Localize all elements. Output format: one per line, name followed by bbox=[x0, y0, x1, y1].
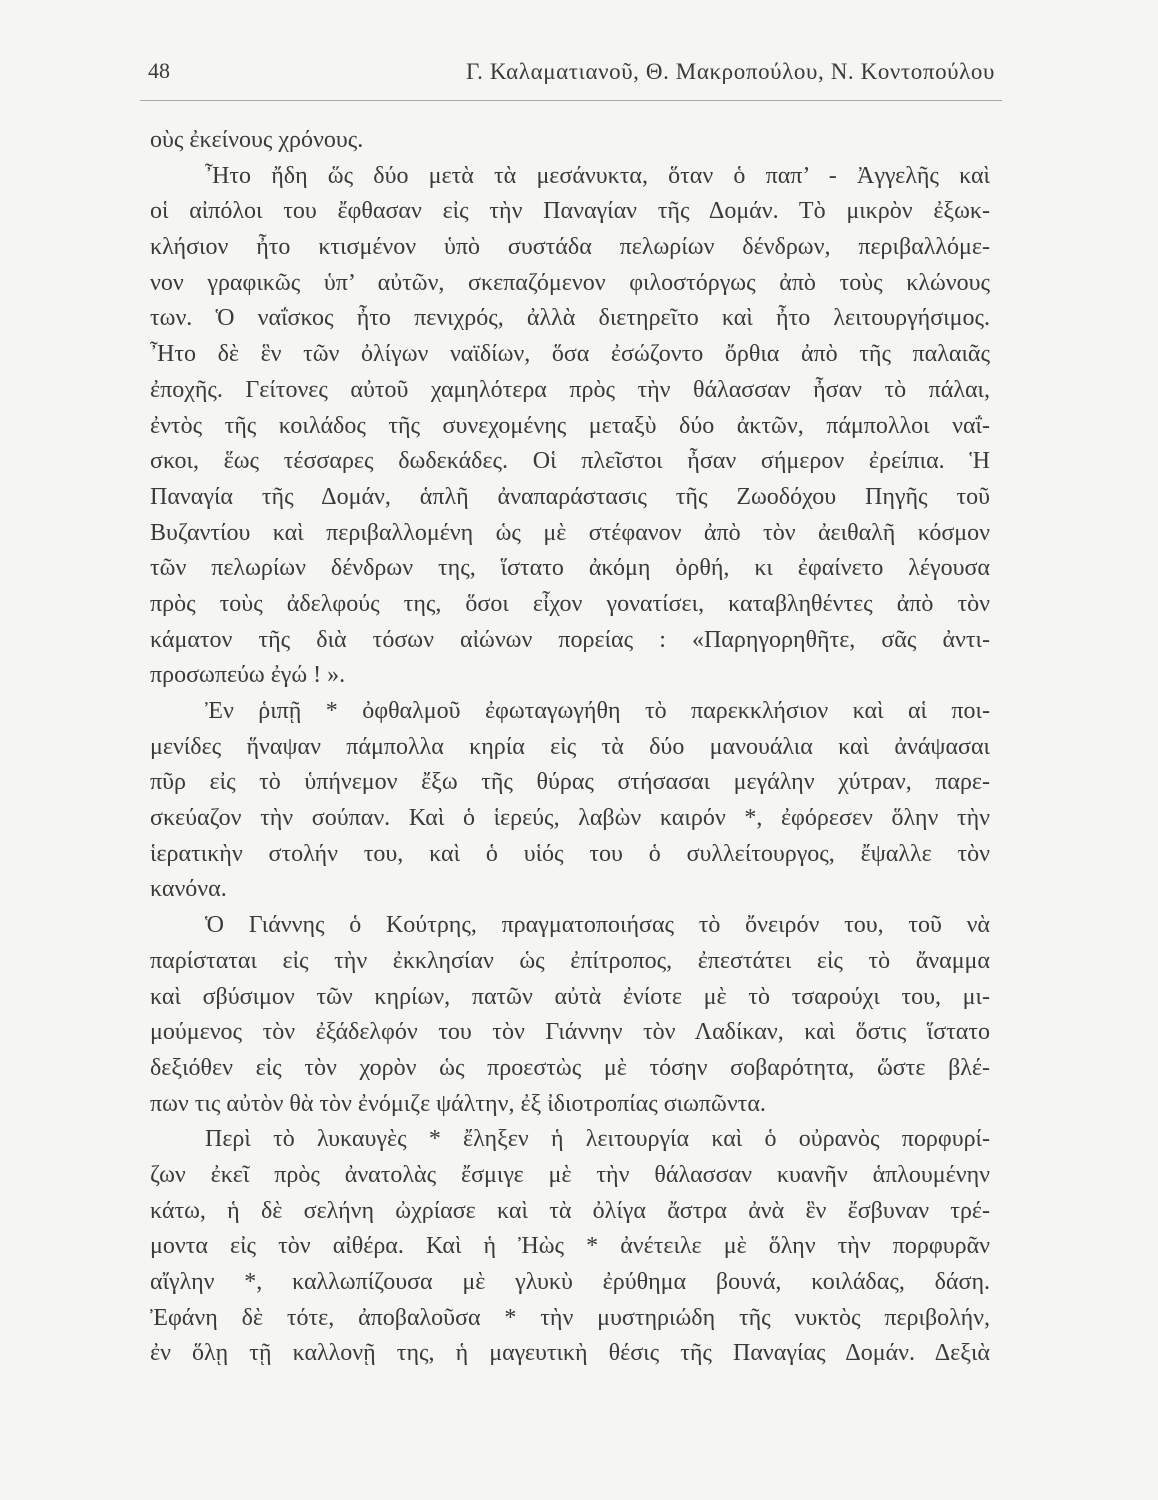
running-header-authors: Γ. Καλαματιανοῦ, Θ. Μακροπούλου, Ν. Κοντοπούλου bbox=[465, 59, 995, 84]
text-line: οἱ αἰπόλοι του ἔφθασαν εἰς τὴν Παναγίαν τῆς Δομάν. Τὸ μικρὸν ἐξωκ- bbox=[150, 198, 990, 225]
text-line: των. Ὁ ναΐσκος ἦτο πενιχρός, ἀλλὰ διετηρεῖτο καὶ ἦτο λειτουργήσιμος. bbox=[150, 305, 990, 332]
text-line: κάτω, ἡ δὲ σελήνη ὠχρίασε καὶ τὰ ὀλίγα ἄστρα ἀνὰ ἓν ἔσβυναν τρέ- bbox=[150, 1197, 990, 1224]
text-line: κλήσιον ἦτο κτισμένον ὑπὸ συστάδα πελωρίων δένδρων, περιβαλλόμε- bbox=[150, 234, 990, 261]
paragraph-first-line: Ἐν ῥιπῇ * ὀφθαλμοῦ ἐφωταγωγήθη τὸ παρεκκλήσιον καὶ αἱ ποι- bbox=[205, 698, 990, 724]
text-line: αἴγλην *, καλλωπίζουσα μὲ γλυκὺ ἐρύθημα βουνά, κοιλάδας, δάση. bbox=[150, 1269, 990, 1295]
text-line: ζων ἐκεῖ πρὸς ἀνατολὰς ἔσμιγε μὲ τὴν θάλασσαν κυανῆν ἁπλουμένην bbox=[150, 1161, 990, 1188]
text-line: ἐποχῆς. Γείτονες αὐτοῦ χαμηλότερα πρὸς τὴν θάλασσαν ἦσαν τὸ πάλαι, bbox=[150, 376, 990, 403]
text-line: Ἐφάνη δὲ τότε, ἀποβαλοῦσα * τὴν μυστηριώδη τῆς νυκτὸς περιβολήν, bbox=[150, 1304, 990, 1331]
body-text bbox=[150, 123, 990, 1372]
text-line: Παναγία τῆς Δομάν, ἁπλῆ ἀναπαράστασις τῆς Ζωοδόχου Πηγῆς τοῦ bbox=[150, 483, 990, 510]
text-line: κανόνα. bbox=[150, 876, 227, 903]
text-line: Ἦτο δὲ ἓν τῶν ὀλίγων ναϊδίων, ὅσα ἐσώζοντο ὄρθια ἀπὸ τῆς παλαιᾶς bbox=[150, 341, 990, 368]
page-number: 48 bbox=[148, 58, 170, 83]
text-line: σκεύαζον τὴν σούπαν. Καὶ ὁ ἱερεύς, λαβὼν καιρόν *, ἐφόρεσεν ὅλην τὴν bbox=[150, 805, 990, 832]
text-line: παρίσταται εἰς τὴν ἐκκλησίαν ὡς ἐπίτροπος, ἐπεστάτει εἰς τὸ ἄναμμα bbox=[150, 947, 990, 974]
text-line: κάματον τῆς διὰ τόσων αἰώνων πορείας : «Παρηγορηθῆτε, σᾶς ἀντι- bbox=[150, 626, 990, 653]
text-line: ἱερατικὴν στολήν του, καὶ ὁ υἱός του ὁ συλλείτουργος, ἔψαλλε τὸν bbox=[150, 840, 990, 867]
text-line: μοντα εἰς τὸν αἰθέρα. Καὶ ἡ Ἠὼς * ἀνέτειλε μὲ ὅλην τὴν πορφυρᾶν bbox=[150, 1233, 990, 1260]
paragraph-first-line: Ὁ Γιάννης ὁ Κούτρης, πραγματοποιήσας τὸ ὄνειρόν του, τοῦ νὰ bbox=[205, 912, 990, 939]
text-line: πρὸς τοὺς ἀδελφούς της, ὅσοι εἶχον γονατίσει, καταβληθέντες ἀπὸ τὸν bbox=[150, 590, 990, 617]
paragraph-first-line: Ἦτο ἤδη ὥς δύο μετὰ τὰ μεσάνυκτα, ὅταν ὁ παπ’ - Ἀγγελῆς καὶ bbox=[205, 162, 990, 189]
text-line: καὶ σβύσιμον τῶν κηρίων, πατῶν αὐτὰ ἐνίοτε μὲ τὸ τσαρούχι του, μι- bbox=[150, 983, 990, 1010]
text-line: Βυζαντίου καὶ περιβαλλομένη ὡς μὲ στέφανον ἀπὸ τὸν ἀειθαλῆ κόσμον bbox=[150, 519, 990, 546]
text-line: ἐν ὅλῃ τῇ καλλονῇ της, ἡ μαγευτικὴ θέσις τῆς Παναγίας Δομάν. Δεξιὰ bbox=[150, 1340, 990, 1367]
text-line: προσωπεύω ἐγώ ! ». bbox=[150, 662, 346, 689]
text-line: δεξιόθεν εἰς τὸν χορὸν ὡς προεστὼς μὲ τόσην σοβαρότητα, ὥστε βλέ- bbox=[150, 1054, 990, 1081]
text-line: πῦρ εἰς τὸ ὑπήνεμον ἔξω τῆς θύρας στήσασαι μεγάλην χύτραν, παρε- bbox=[150, 769, 990, 796]
paragraph-first-line: Περὶ τὸ λυκαυγὲς * ἔληξεν ἡ λειτουργία καὶ ὁ οὐρανὸς πορφυρί- bbox=[205, 1126, 990, 1153]
text-line: πων τις αὐτὸν θὰ τὸν ἐνόμιζε ψάλτην, ἐξ ἰδιοτροπίας σιωπῶντα. bbox=[150, 1090, 766, 1117]
text-line: οὺς ἐκείνους χρόνους. bbox=[150, 127, 364, 153]
text-line: τῶν πελωρίων δένδρων της, ἵστατο ἀκόμη ὀρθή, κι ἐφαίνετο λέγουσα bbox=[150, 555, 990, 582]
text-line: μούμενος τὸν ἐξάδελφόν του τὸν Γιάννην τὸν Λαδίκαν, καὶ ὅστις ἵστατο bbox=[150, 1019, 990, 1046]
header-rule bbox=[140, 100, 1002, 101]
text-line: νον γραφικῶς ὑπ’ αὐτῶν, σκεπαζόμενον φιλοστόργως ἀπὸ τοὺς κλώνους bbox=[150, 269, 990, 296]
text-line: μενίδες ἥναψαν πάμπολλα κηρία εἰς τὰ δύο μανουάλια καὶ ἀνάψασαι bbox=[150, 733, 990, 760]
text-line: σκοι, ἕως τέσσαρες δωδεκάδες. Οἱ πλεῖστοι ἦσαν σήμερον ἐρείπια. Ἡ bbox=[150, 448, 990, 475]
text-line: ἐντὸς τῆς κοιλάδος τῆς συνεχομένης μεταξὺ δύο ἀκτῶν, πάμπολλοι ναΐ- bbox=[150, 412, 990, 439]
